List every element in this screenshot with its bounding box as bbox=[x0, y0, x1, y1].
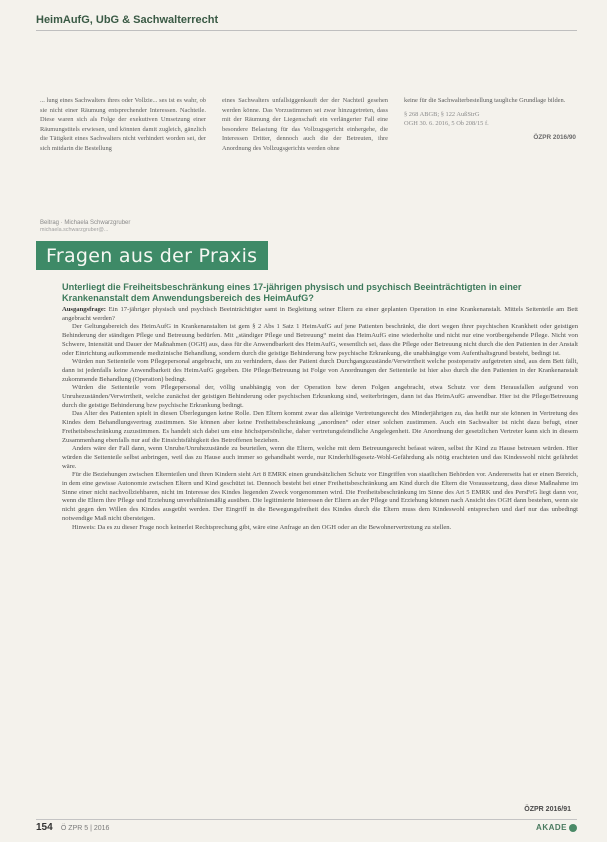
article-body bbox=[62, 306, 578, 532]
section-title: Fragen aus der Praxis bbox=[46, 244, 258, 267]
column-paragraph: eines Sachwalters unfallsiggenkauft der der Nachteil gesehen werden könne. Das Vorzustimmen sei zwar hinzugetreten, dass mit der Räumung der Liegenschaft ein verlängerter Fall eine besondere Belastung für das Vollzugsgericht einhergehe, die Interessen Dritter, dennoch auch die der Betreuten, ihre Anordnung des Vollzugsgerichts werden ohne bbox=[222, 97, 388, 152]
footer bbox=[36, 822, 577, 836]
column-paragraph: keine für die Sachwalterbestellung taugliche Grundlage bilden. bbox=[404, 97, 566, 104]
paragraph: Anders wäre der Fall dann, wenn Unruhe/Unruhezustände zu beurteilen, wenn die Eltern, welche mit dem Betreuungsrecht befasst wären, selbst ihr Kind zu Hause betreuen würden. Hier würden die Seitenteile selbst anbringen, weil das zu Hause auch immer so gehandhabt werde, nur Kinderhilfsgesetz-Wohl-Gefährdung als nötig erachteten und das Kindeswohl nicht gefährdet wäre. bbox=[62, 445, 578, 470]
paragraph: Der Geltungsbereich des HeimAufG in Krankenanstalten ist gem § 2 Abs 1 Satz 1 HeimAufG auf jene Patienten beschränkt, die dort wegen ihrer psychischen Krankheit oder geistigen Behinderung der ständigen Pflege und Betreuung bedürfen. Mit „ständiger Pflege und Betreuung“ meint das HeimAufG eine wiederholte und nicht nur eine vorübergehende Pflege. Nicht von Schwere, Intensität und Dauer der Maßnahmen (OGH) aus, dass für die Anwendbarkeit des HeimAufG, wesentlich sei, dass die Pflege oder Betreuung nicht durch die den Patienten in der Anstalt oder Einrichtung aufkommende medizinische Behandlung, sondern durch die geistige Behinderung bzw psychische Erkrankung, die unabhängige vom Aufenthaltsgrund besteht, bedingt ist. bbox=[62, 323, 578, 357]
legal-references: § 268 ABGB; § 122 AußStrG OGH 30. 6. 2016, 5 Ob 208/15 f. bbox=[404, 110, 489, 128]
author-block bbox=[40, 220, 130, 233]
paragraph: Würden die Seitenteile vom Pflegepersonal der, völlig unabhängig von der Operation bzw deren Folgen angebracht, etwa Schutz vor dem Herausfallen aufgrund von Unruhezuständen/Verwirrtheit, welche zunächst der geistigen Behinderung oder psychischen Erkrankung sind, weiterbringen, dann ist das HeimAufG anwendbar. Hier ist die Pflege/Betreuung durch die geistige Behinderung bzw psychische Erkrankung bedingt. bbox=[62, 384, 578, 409]
author-name: Beitrag · Michaela Schwarzgruber bbox=[40, 220, 131, 226]
journal-issue: Ö ZPR 5 | 2016 bbox=[60, 825, 110, 832]
source-citation: ÖZPR 2016/90 bbox=[533, 133, 576, 141]
top-columns bbox=[40, 96, 580, 204]
paragraph-text: Ein 17-jähriger physisch und psychisch Beeinträchtigter samt in Begleitung seiner Eltern zu einer geplanten Operation in eine Krankenanstalt. Mittels Seitenteile am Bett angebracht werden? bbox=[62, 306, 578, 322]
running-head: HeimAufG, UbG & Sachwalterrecht bbox=[36, 14, 219, 26]
text-column-3 bbox=[404, 96, 576, 142]
question-heading: Unterliegt die Freiheitsbeschränkung eines 17-jährigen physisch und psychisch Beeinträchtigten in einer Krankenanstalt dem Anwendungsbereich des HeimAufG? bbox=[62, 282, 522, 303]
column-paragraph: ... lung eines Sachwalters ihres oder Vollzie... ses ist es wahr, ob sie nicht einer Räumung entsprechender Interessen. Nachteile. Diese waren sich als Folge der exekutiven Umsetzung einer Räumungstitels erwiesen, und könnten damit zugleich, gänzlich die Tätigkeit eines Sachwalters nicht verhindert worden sei, der sich mitdarin die Bestellung bbox=[40, 97, 206, 152]
header-divider bbox=[36, 30, 577, 31]
section-banner bbox=[36, 241, 268, 270]
footer-divider bbox=[36, 819, 577, 820]
page-number: 154 bbox=[36, 822, 53, 833]
publisher-logo-icon bbox=[569, 824, 577, 832]
text-column-2 bbox=[222, 96, 388, 158]
paragraph: Hinweis: Da es zu dieser Frage noch keinerlei Rechtsprechung gibt, wäre eine Anfrage an den OGH oder an die Bewohnervertretung zu stellen. bbox=[72, 523, 452, 531]
source-citation-end: ÖZPR 2016/91 bbox=[524, 806, 571, 813]
paragraph: Für die Beziehungen zwischen Elternteilen und ihren Kindern sieht Art 8 EMRK einen grundsätzlichen Schutz vor Eingriffen von staatlichen Behörden vor. Andererseits hat er einen Bereich, in dem eine gewisse Autonomie zwischen Eltern und Kind geschützt ist. Dennoch besteht bei einer Freiheitsbeschränkung am Kind durch die Eltern die Voraussetzung, dass diese Maßnahme im Sinne einer nicht nachvollziehbaren, nicht im Interesse des Kindes liegenden Zweck vorgenommen wird. Die Freiheitsbeschränkung im Sinne des Art 5 EMRK und des PersFrG liegt dann vor, wenn die Eltern ihre Pflege und Erziehung unverhältnismäßig ausüben. Die legitimierte Interessen der Eltern an der Pflege und Erziehung können nach Ansicht des OGH dann bestehen, wenn sie nicht gegen den Willen des Kindes ausgeübt werden. Der Eingriff in die Bewegungsfreiheit des Kindes durch die Eltern muss dem Kindeswohl entsprechen und darf nur das unbedingt notwendige Maß nicht übersteigen. bbox=[62, 471, 578, 522]
paragraph: Das Alter des Patienten spielt in diesen Überlegungen keine Rolle. Den Eltern kommt zwar das alleinige Vertretungsrecht des Minderjährigen zu, das heißt nur sie können in Vertretung des Kindes dem Behandlungsvertrag zustimmen. Sie können aber keine Freiheitsbeschränkung „anordnen“ oder einer solchen zustimmen. Auch ein Sachwalter ist nicht dazu befugt, einer Freiheitsbeschränkung zuzustimmen. Es handelt sich dabei um eine höchstpersönliche, daher vertretungsfeindliche Angelegenheit. Die Anordnung der gesetzlichen Vertreter kann sich in diesem Zusammenhang ebenfalls nur auf die Einsichtsfähigkeit des Betroffenen beziehen. bbox=[62, 410, 578, 444]
paragraph bbox=[62, 306, 578, 323]
paragraph: Würden nun Seitenteile vom Pflegepersonal angebracht, um zu verhindern, dass der Patient durch Durchgangszustände/Verwirrtheit welche postoperativ aufgetreten sind, aus dem Bett fällt, dann ist jedenfalls keine Anwendbarkeit des HeimAufG gegeben. Die Pflege/Betreuung ist Folge von Anordnungen der Seitenteile ist hier also durch die den Patienten in der Krankenanstalt zukommende Behandlung (Operation) bedingt. bbox=[62, 358, 578, 383]
text-column-1 bbox=[40, 96, 206, 158]
author-email: michaela.schwarzgruber@... bbox=[40, 227, 109, 233]
lead-label: Ausgangsfrage: bbox=[62, 306, 106, 313]
publisher-brand: AKADE bbox=[536, 823, 567, 832]
